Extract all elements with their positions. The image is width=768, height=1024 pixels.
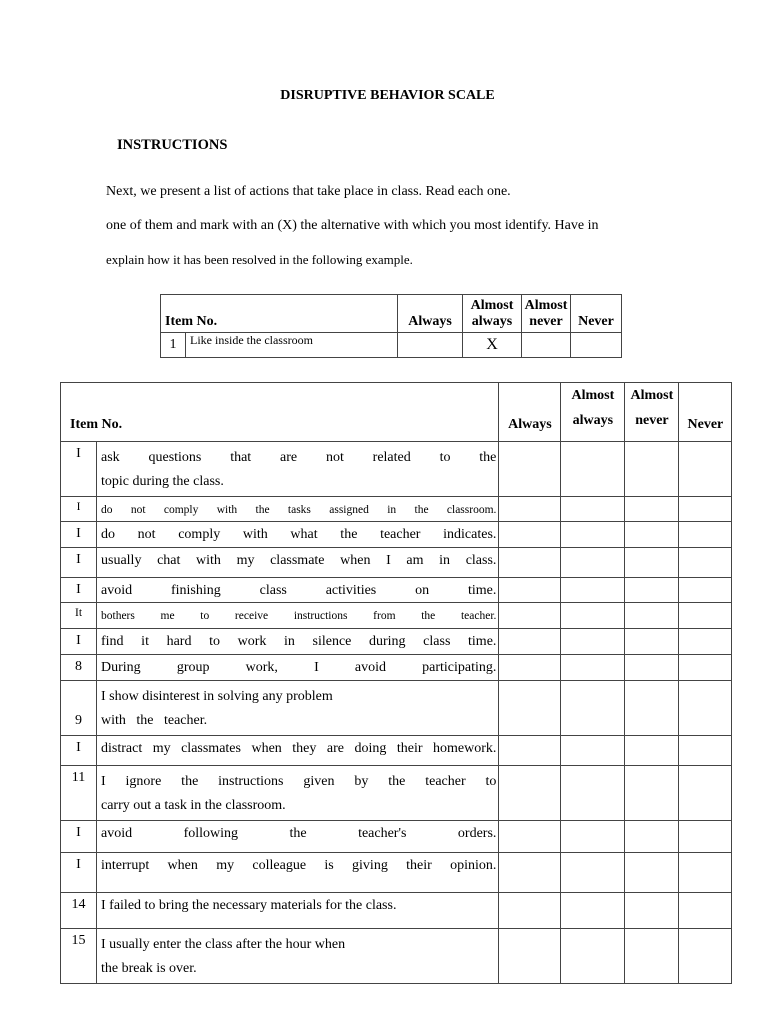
- item-text: ask questions that are not related to the topic during the class.: [97, 442, 499, 497]
- table-row: [61, 548, 732, 578]
- answer-cell-never[interactable]: [679, 548, 732, 578]
- answer-cell-almost-never[interactable]: [625, 548, 679, 578]
- answer-cell-always[interactable]: [499, 629, 561, 655]
- example-header-never: Never: [571, 295, 622, 333]
- item-number: I: [61, 522, 97, 548]
- instruction-line-1: Next, we present a list of actions that take place in class. Read each one.: [106, 184, 511, 199]
- item-text: usually chat with my classmate when I am in class.: [97, 548, 499, 578]
- answer-cell-always[interactable]: [499, 497, 561, 522]
- item-number: I: [61, 442, 97, 497]
- answer-cell-almost-always[interactable]: [561, 766, 625, 821]
- answer-cell-almost-always[interactable]: [561, 893, 625, 929]
- answer-cell-almost-always[interactable]: [561, 821, 625, 853]
- answer-cell-almost-never[interactable]: [625, 603, 679, 629]
- instruction-line-3: explain how it has been resolved in the following example.: [106, 252, 413, 267]
- example-header-item: Item No.: [161, 295, 398, 333]
- answer-cell-almost-never[interactable]: [625, 929, 679, 984]
- table-row: [61, 442, 732, 497]
- answer-cell-almost-always[interactable]: [561, 629, 625, 655]
- example-answer-always[interactable]: [398, 333, 463, 358]
- item-number: I: [61, 497, 97, 522]
- answer-cell-never[interactable]: [679, 629, 732, 655]
- table-row: [61, 853, 732, 893]
- answer-cell-always[interactable]: [499, 893, 561, 929]
- item-number: I: [61, 853, 97, 893]
- answer-cell-never[interactable]: [679, 442, 732, 497]
- answer-cell-almost-never[interactable]: [625, 442, 679, 497]
- answer-cell-always[interactable]: [499, 681, 561, 736]
- answer-cell-almost-never[interactable]: [625, 766, 679, 821]
- answer-cell-almost-always[interactable]: [561, 655, 625, 681]
- answer-cell-never[interactable]: [679, 603, 732, 629]
- table-row: [61, 578, 732, 603]
- answer-cell-almost-never[interactable]: [625, 821, 679, 853]
- header-almost-always: Almost always: [561, 383, 625, 442]
- answer-cell-almost-never[interactable]: [625, 522, 679, 548]
- answer-cell-almost-always[interactable]: [561, 853, 625, 893]
- example-header-almost-always: Almost always: [463, 295, 522, 333]
- answer-cell-never[interactable]: [679, 821, 732, 853]
- document-title: DISRUPTIVE BEHAVIOR SCALE: [280, 88, 495, 103]
- item-text: I ignore the instructions given by the teacher to carry out a task in the classroom.: [97, 766, 499, 821]
- item-number: I: [61, 578, 97, 603]
- answer-cell-never[interactable]: [679, 655, 732, 681]
- answer-cell-never[interactable]: [679, 736, 732, 766]
- item-text: distract my classmates when they are doing their homework.: [97, 736, 499, 766]
- example-table: [160, 294, 622, 358]
- item-number: 11: [61, 766, 97, 821]
- answer-cell-almost-always[interactable]: [561, 497, 625, 522]
- answer-cell-always[interactable]: [499, 766, 561, 821]
- item-text: do not comply with what the teacher indicates.: [97, 522, 499, 548]
- item-text: I failed to bring the necessary materials for the class.: [97, 893, 499, 929]
- table-row: [61, 655, 732, 681]
- table-row: [61, 497, 732, 522]
- item-text: avoid following the teacher's orders.: [97, 821, 499, 853]
- item-text: do not comply with the tasks assigned in the classroom.: [97, 497, 499, 522]
- item-text: I usually enter the class after the hour when the break is over.: [97, 929, 499, 984]
- answer-cell-almost-never[interactable]: [625, 655, 679, 681]
- instruction-line-2: one of them and mark with an (X) the alternative with which you most identify. Have in: [106, 218, 599, 233]
- table-row: [61, 893, 732, 929]
- answer-cell-always[interactable]: [499, 655, 561, 681]
- answer-cell-never[interactable]: [679, 497, 732, 522]
- header-never: Never: [679, 383, 732, 442]
- answer-cell-almost-never[interactable]: [625, 736, 679, 766]
- answer-cell-almost-always[interactable]: [561, 522, 625, 548]
- header-almost-never: Almost never: [625, 383, 679, 442]
- item-number: I: [61, 629, 97, 655]
- answer-cell-almost-never[interactable]: [625, 681, 679, 736]
- answer-cell-always[interactable]: [499, 736, 561, 766]
- table-row: [61, 766, 732, 821]
- answer-cell-always[interactable]: [499, 603, 561, 629]
- table-row: [61, 629, 732, 655]
- behavior-table: [60, 382, 732, 984]
- answer-cell-never[interactable]: [679, 853, 732, 893]
- answer-cell-always[interactable]: [499, 853, 561, 893]
- item-number: 14: [61, 893, 97, 929]
- table-row: [61, 522, 732, 548]
- header-always: Always: [499, 383, 561, 442]
- item-number: I: [61, 548, 97, 578]
- example-header-almost-never: Almost never: [522, 295, 571, 333]
- answer-cell-almost-always[interactable]: [561, 442, 625, 497]
- item-text: avoid finishing class activities on time.: [97, 578, 499, 603]
- answer-cell-almost-always[interactable]: [561, 736, 625, 766]
- answer-cell-always[interactable]: [499, 578, 561, 603]
- example-mark: X: [486, 336, 498, 353]
- answer-cell-always[interactable]: [499, 821, 561, 853]
- item-number: 15: [61, 929, 97, 984]
- answer-cell-almost-always[interactable]: [561, 548, 625, 578]
- item-number: It: [61, 603, 97, 629]
- example-answer-almost-never[interactable]: [522, 333, 571, 358]
- answer-cell-almost-never[interactable]: [625, 893, 679, 929]
- answer-cell-almost-always[interactable]: [561, 578, 625, 603]
- instructions-heading: INSTRUCTIONS: [117, 137, 228, 153]
- example-num: 1: [161, 333, 186, 358]
- table-row: [61, 821, 732, 853]
- header-item: Item No.: [61, 383, 499, 442]
- answer-cell-always[interactable]: [499, 548, 561, 578]
- example-item-text: Like inside the classroom: [186, 333, 398, 358]
- answer-cell-never[interactable]: [679, 929, 732, 984]
- answer-cell-almost-never[interactable]: [625, 853, 679, 893]
- item-text: bothers me to receive instructions from the teacher.: [97, 603, 499, 629]
- answer-cell-almost-never[interactable]: [625, 497, 679, 522]
- answer-cell-almost-never[interactable]: [625, 629, 679, 655]
- answer-cell-almost-always[interactable]: [561, 681, 625, 736]
- table-row: [61, 929, 732, 984]
- answer-cell-never[interactable]: [679, 522, 732, 548]
- example-answer-almost-always[interactable]: [463, 333, 522, 358]
- item-number: 8: [61, 655, 97, 681]
- answer-cell-always[interactable]: [499, 929, 561, 984]
- item-text: During group work, I avoid participating.: [97, 655, 499, 681]
- item-text: find it hard to work in silence during class time.: [97, 629, 499, 655]
- example-answer-never[interactable]: [571, 333, 622, 358]
- answer-cell-almost-always[interactable]: [561, 929, 625, 984]
- answer-cell-always[interactable]: [499, 442, 561, 497]
- answer-cell-always[interactable]: [499, 522, 561, 548]
- answer-cell-never[interactable]: [679, 578, 732, 603]
- table-row: [61, 603, 732, 629]
- answer-cell-never[interactable]: [679, 681, 732, 736]
- answer-cell-never[interactable]: [679, 766, 732, 821]
- example-header-always: Always: [398, 295, 463, 333]
- item-number: I: [61, 736, 97, 766]
- item-number: I: [61, 821, 97, 853]
- answer-cell-never[interactable]: [679, 893, 732, 929]
- answer-cell-almost-never[interactable]: [625, 578, 679, 603]
- item-text: interrupt when my colleague is giving their opinion.: [97, 853, 499, 893]
- item-number: 9: [61, 681, 97, 736]
- table-row: [61, 681, 732, 736]
- item-text: I show disinterest in solving any problem with the teacher.: [97, 681, 499, 736]
- table-row: [61, 736, 732, 766]
- answer-cell-almost-always[interactable]: [561, 603, 625, 629]
